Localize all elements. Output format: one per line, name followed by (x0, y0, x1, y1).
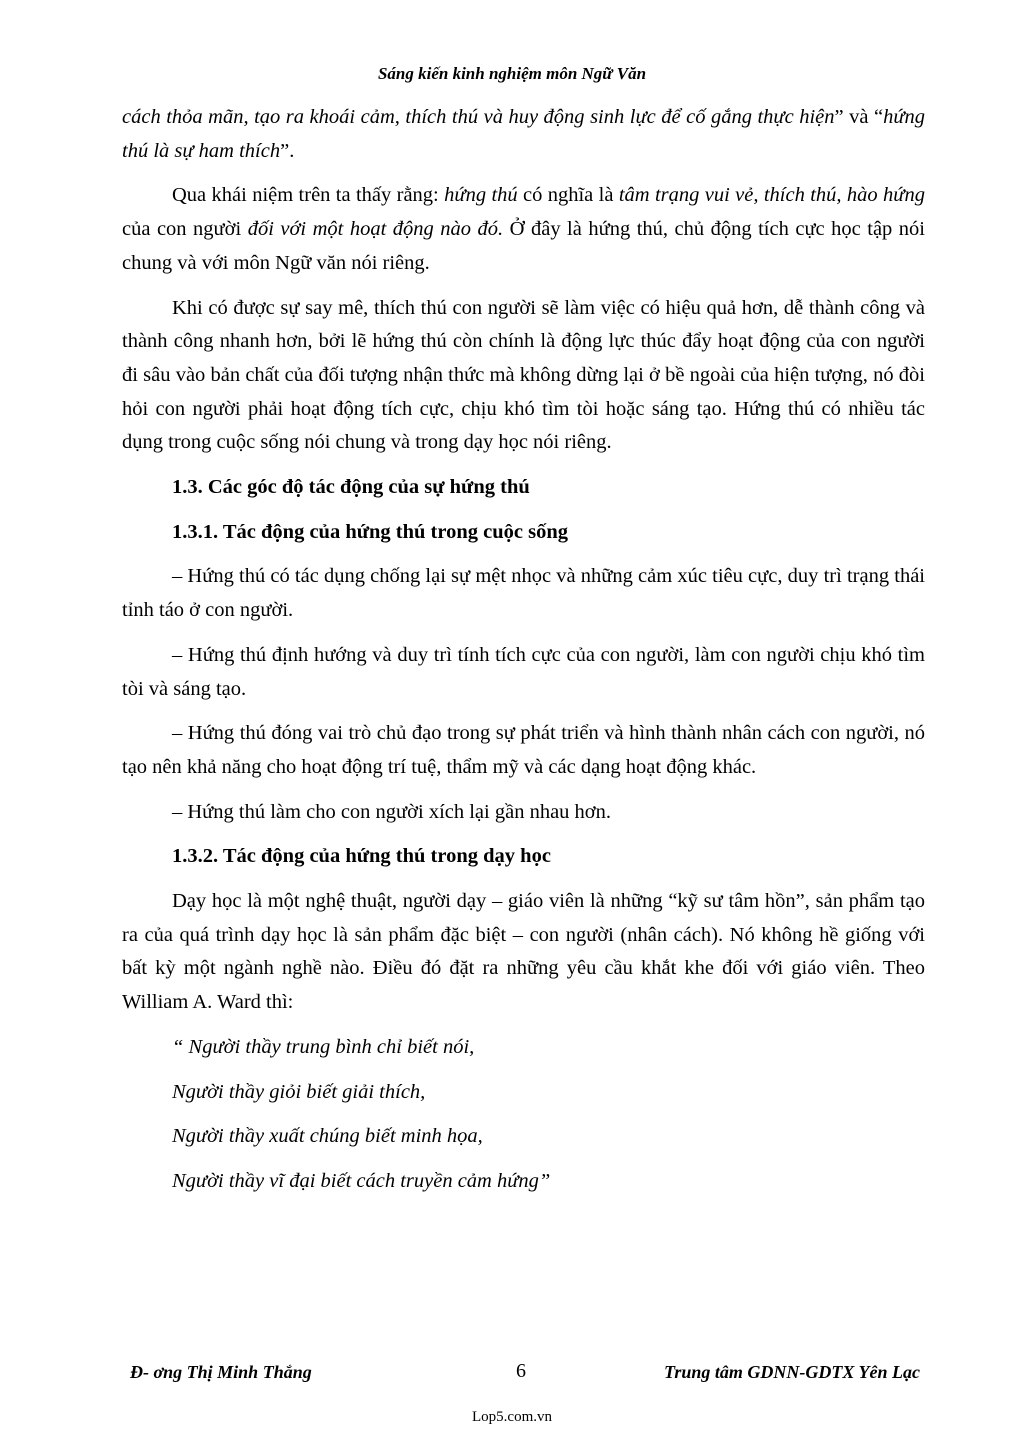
italic-text: đối với một hoạt động nào đó. (247, 218, 504, 241)
quote-line: “ Người thầy trung bình chỉ biết nói, (172, 1035, 475, 1058)
plain-text: ” và “ (834, 106, 884, 128)
italic-text: hứng thú (444, 184, 518, 207)
page-body (122, 101, 925, 1210)
page-footer (130, 1362, 920, 1390)
footer-institution: Trung tâm GDNN-GDTX Yên Lạc (664, 1362, 920, 1382)
page-header: Sáng kiến kinh nghiệm môn Ngữ Văn (377, 64, 647, 83)
quote-line: Người thầy vĩ đại biết cách truyền cảm hứng” (172, 1169, 551, 1192)
plain-text: Ở đây là hứng thú, chủ động tích cực học tập nói chung và với môn Ngữ văn nói riêng. (122, 218, 925, 274)
section-heading: 1.3. Các góc độ tác động của sự hứng thú (172, 476, 530, 499)
paragraph-continuation (122, 101, 925, 168)
italic-text: hứng thú là sự ham thích (122, 106, 926, 162)
plain-text: của con người (122, 218, 248, 241)
subsection-heading-life: 1.3.1. Tác động của hứng thú trong cuộc sống (172, 520, 568, 543)
paragraph-motivation: Khi có được sự say mê, thích thú con người sẽ làm việc có hiệu quả hơn, dễ thành công và thành công nhanh hơn, bởi lẽ hứng thú còn chính là động lực thúc đẩy hoạt động của con người đi sâu vào bản chất của đối tượng nhận thức mà không dừng lại ở bề ngoài của hiện tượng, nó đòi hỏi con người phải hoạt động tích cực, chịu khó tìm tòi hoặc sáng tạo. Hứng thú có nhiều tác dụng trong cuộc sống nói chung và trong dạy học nói riêng. (122, 296, 925, 454)
quote-line: Người thầy giỏi biết giải thích, (172, 1080, 426, 1103)
paragraph-teaching: Dạy học là một nghệ thuật, người dạy – giáo viên là những “kỹ sư tâm hồn”, sản phẩm tạo ra của quá trình dạy học là sản phẩm đặc biệt – con người (nhân cách). Nó không hề giống với bất kỳ một ngành nghề nào. Điều đó đặt ra những yêu cầu khắt khe đối với giáo viên. Theo William A. Ward thì: (122, 890, 925, 1014)
subsection-heading-teaching: 1.3.2. Tác động của hứng thú trong dạy học (172, 845, 551, 868)
page-number: 6 (516, 1360, 526, 1382)
bullet-item: – Hứng thú đóng vai trò chủ đạo trong sự phát triển và hình thành nhân cách con người, nó tạo nên khả năng cho hoạt động trí tuệ, thẩm mỹ và các dạng hoạt động khác. (122, 722, 925, 778)
bullet-item: – Hứng thú định hướng và duy trì tính tích cực của con người, làm con người chịu khó tìm tòi và sáng tạo. (122, 643, 925, 700)
paragraph-definition (122, 179, 925, 280)
plain-text: Qua khái niệm trên ta thấy rằng: (172, 184, 445, 207)
plain-text: có nghĩa là (517, 184, 619, 207)
watermark-text: Lop5.com.vn (472, 1409, 552, 1425)
footer-author: Đ- ơng Thị Minh Thắng (130, 1362, 312, 1382)
italic-text: tâm trạng vui vẻ, thích thú, hào hứng (618, 184, 925, 207)
quote-line: Người thầy xuất chúng biết minh họa, (172, 1125, 483, 1148)
plain-text: ”. (280, 139, 295, 162)
italic-text: cách thỏa mãn, tạo ra khoái cảm, thích thú và huy động sinh lực để cố gắng thực hiện (122, 106, 835, 128)
bullet-item: – Hứng thú làm cho con người xích lại gần nhau hơn. (172, 800, 612, 823)
bullet-item: – Hứng thú có tác dụng chống lại sự mệt nhọc và những cảm xúc tiêu cực, duy trì trạng thái tỉnh táo ở con người. (122, 565, 925, 622)
